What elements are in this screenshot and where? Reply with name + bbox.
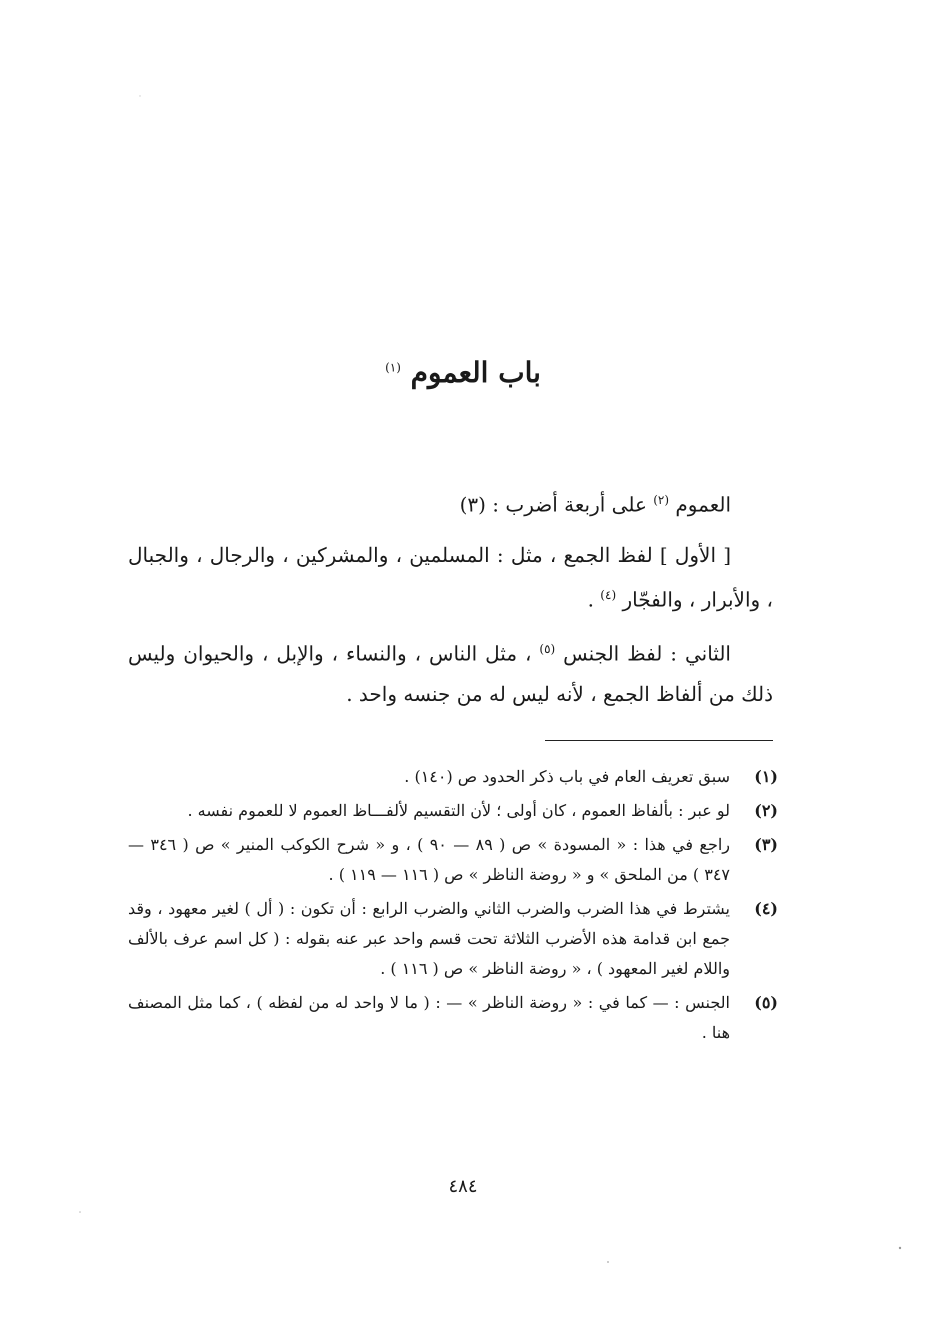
chapter-title-footnote-marker: (١) xyxy=(385,360,401,375)
paragraph-text: على أربعة أضرب : (٣) xyxy=(459,492,654,517)
footnote-separator xyxy=(545,740,773,741)
paragraph-text: [ الأول ] لفظ الجمع ، مثل : المسلمين ، والمشركين ، والرجال ، والجبال ، والأبرار ، والفجّار xyxy=(128,542,773,612)
footnote-number: (٣) xyxy=(754,835,778,854)
footnote-marker: (٢) xyxy=(653,493,670,507)
paragraph-text: . xyxy=(587,587,601,612)
page-number: ٤٨٤ xyxy=(448,1176,478,1197)
footnote-5 xyxy=(128,988,778,1048)
paragraph-text: العموم xyxy=(669,492,731,517)
footnote-text: الجنس : — كما في : « روضة الناظر » — : ( ما لا واحد له من لفظه ) ، كما مثل المصنف هنا . xyxy=(128,993,730,1042)
chapter-title xyxy=(0,356,926,389)
paragraph-3 xyxy=(128,629,773,714)
paragraph-text: الثاني : لفظ الجنس xyxy=(555,641,731,666)
footnote-text: يشترط في هذا الضرب والضرب الثاني والضرب الرابع : أن تكون : ( أل ) لغير معهود ، وقد جمع ابن قدامة هذه الأضرب الثلاثة تحت قسم واحد عبر عنه بقوله : ( كل اسم عرف بالألف واللام لغير المعهود ) ، « روضة الناظر » ص ( ١١٦ ) . xyxy=(128,899,731,978)
footnote-marker: (٤) xyxy=(600,587,617,602)
footnote-number: (٥) xyxy=(754,993,778,1012)
footnote-number: (٤) xyxy=(754,899,778,918)
footnote-text: سبق تعريف العام في باب ذكر الحدود ص (١٤٠) . xyxy=(404,767,730,786)
footnotes xyxy=(128,762,778,1052)
footnote-text: راجع في هذا : « المسودة » ص ( ٨٩ — ٩٠ ) ، و « شرح الكوكب المنير » ص ( ٣٤٦ — ٣٤٧ ) من الملحق » و « روضة الناظر » ص ( ١١٦ — ١١٩ ) . xyxy=(128,835,731,884)
footnote-3 xyxy=(128,830,778,890)
paragraph-1 xyxy=(128,480,773,525)
footnote-number: (١) xyxy=(754,767,778,786)
chapter-title-text: باب العموم xyxy=(410,356,541,389)
footnote-number: (٢) xyxy=(754,801,778,820)
footnote-4 xyxy=(128,894,778,984)
paragraph-text: ، مثل الناس ، والنساء ، والإبل ، والحيوان وليس ذلك من ألفاظ الجمع ، لأنه ليس له من جنسه واحد . xyxy=(128,641,773,706)
footnote-1 xyxy=(128,762,778,792)
footnote-marker: (٥) xyxy=(539,642,556,657)
footnote-text: لو عبر : بألفاظ العموم ، كان أولى ؛ لأن التقسيم لألفـــاظ العموم لا للعموم نفسه . xyxy=(187,801,730,820)
paragraph-2 xyxy=(128,535,773,620)
footnote-2 xyxy=(128,796,778,826)
main-text xyxy=(128,480,773,724)
